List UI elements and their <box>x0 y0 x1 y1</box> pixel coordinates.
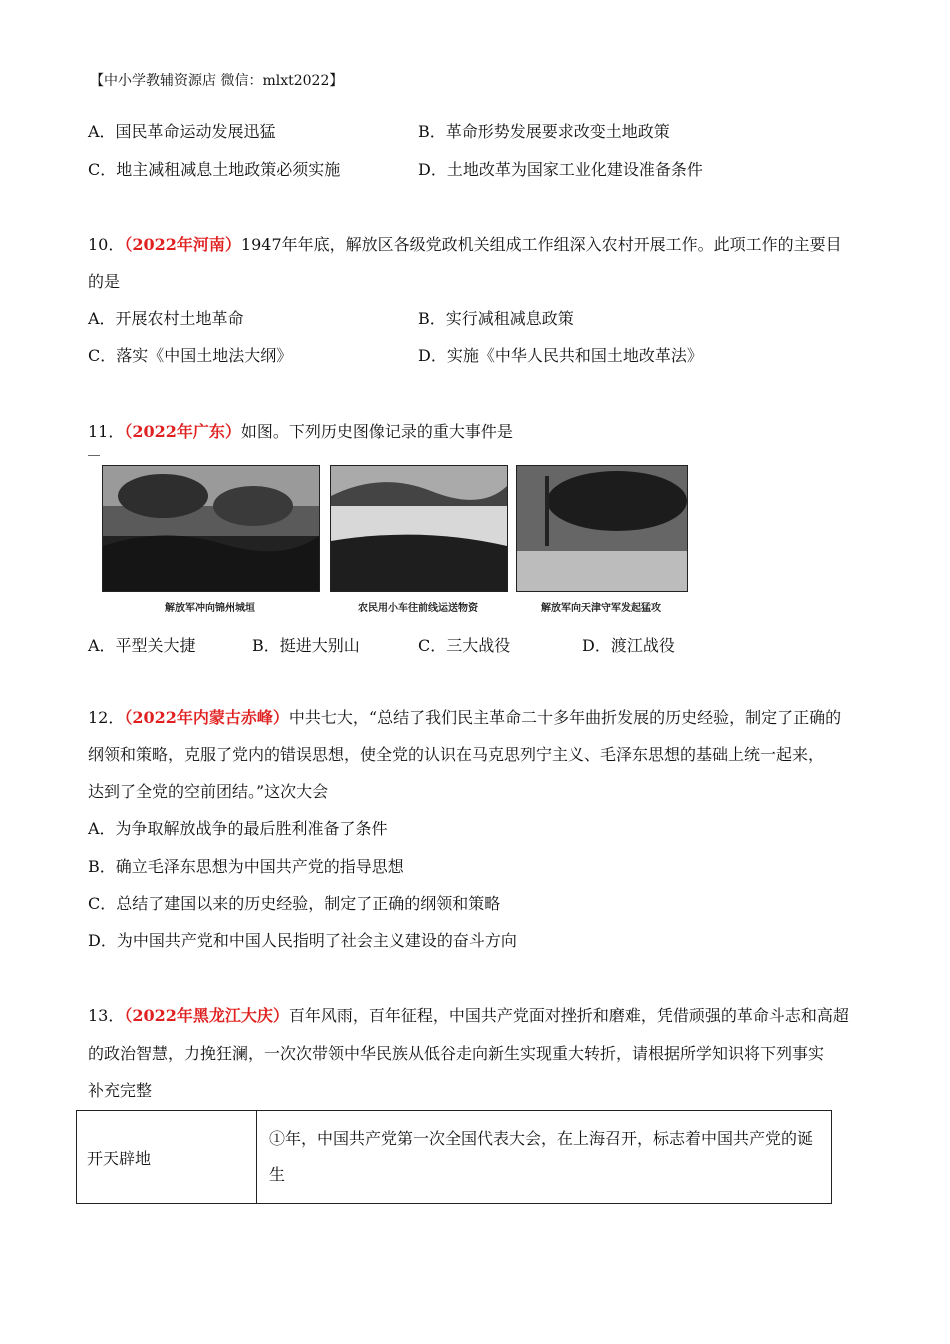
q13-table <box>76 1110 832 1204</box>
q10-text1: 1947年年底，解放区各级党政机关组成工作组深入农村开展工作。此项工作的主要目 <box>240 235 842 254</box>
photo-tianjin-attack <box>516 465 688 592</box>
q13-text1: 百年风雨，百年征程，中国共产党面对挫折和磨难，凭借顽强的革命斗志和高超 <box>288 1006 849 1025</box>
q13-source-tag: （2022年黑龙江大庆） <box>124 1006 289 1025</box>
q12-stem-line2: 纲领和策略，克服了党内的错误思想，使全党的认识在马克思列宁主义、毛泽东思想的基础上统一起来， <box>88 745 825 764</box>
q12-number: 12． <box>88 708 125 727</box>
photo-supply-carts <box>330 465 508 592</box>
q10-option-b: B．实行减租减息政策 <box>418 309 574 328</box>
q11-option-d: D．渡江战役 <box>582 636 675 655</box>
table-row-text: ①年，中国共产党第一次全国代表大会，在上海召开，标志着中国共产党的诞生 <box>257 1111 832 1204</box>
q12-text1: 中共七大，“总结了我们民主革命二十多年曲折发展的历史经验，制定了正确的 <box>288 708 842 727</box>
q11-stem <box>88 422 513 442</box>
q12-option-c: C．总结了建国以来的历史经验，制定了正确的纲领和策略 <box>88 894 501 913</box>
image-mark <box>88 455 100 456</box>
table-row-label: 开天辟地 <box>77 1111 257 1204</box>
q13-stem-line1 <box>88 1006 849 1026</box>
q12-option-d: D．为中国共产党和中国人民指明了社会主义建设的奋斗方向 <box>88 931 517 950</box>
q9-option-d: D．土地改革为国家工业化建设准备条件 <box>418 160 703 179</box>
page-header: 【中小学教辅资源店 微信：mlxt2022】 <box>90 73 344 89</box>
q11-option-a: A．平型关大捷 <box>88 636 196 655</box>
photo-caption-1: 解放军冲向锦州城垣 <box>165 603 255 614</box>
q10-stem-line1 <box>88 235 842 255</box>
q13-stem-line2: 的政治智慧，力挽狂澜，一次次带领中华民族从低谷走向新生实现重大转折，请根据所学知识将下列事实 <box>88 1044 825 1063</box>
q9-option-a: A．国民革命运动发展迅猛 <box>88 122 276 141</box>
q11-number: 11． <box>88 422 125 441</box>
q10-option-c: C．落实《中国土地法大纲》 <box>88 346 293 365</box>
q11-source-tag: （2022年广东） <box>124 422 241 441</box>
q12-option-b: B．确立毛泽东思想为中国共产党的指导思想 <box>88 857 404 876</box>
photo-caption-2: 农民用小车往前线运送物资 <box>358 603 478 614</box>
historical-photos <box>100 465 690 623</box>
photo-caption-3: 解放军向天津守军发起猛攻 <box>541 603 661 614</box>
q10-source-tag: （2022年河南） <box>124 235 241 254</box>
q10-number: 10． <box>88 235 125 254</box>
q10-option-a: A．开展农村土地革命 <box>88 309 244 328</box>
q12-source-tag: （2022年内蒙古赤峰） <box>124 708 289 727</box>
q11-text: 如图。下列历史图像记录的重大事件是 <box>240 422 513 441</box>
table-row <box>77 1111 832 1204</box>
q11-option-c: C．三大战役 <box>418 636 511 655</box>
q10-option-d: D．实施《中华人民共和国土地改革法》 <box>418 346 703 365</box>
q12-stem-line3: 达到了全党的空前团结。”这次大会 <box>88 782 329 801</box>
q9-option-b: B．革命形势发展要求改变土地政策 <box>418 122 670 141</box>
q12-option-a: A．为争取解放战争的最后胜利准备了条件 <box>88 819 388 838</box>
q10-stem-line2: 的是 <box>88 272 121 291</box>
q13-stem-line3: 补充完整 <box>88 1081 153 1100</box>
q13-number: 13． <box>88 1006 125 1025</box>
q9-option-c: C．地主减租减息土地政策必须实施 <box>88 160 341 179</box>
photo-jinzhou-assault <box>102 465 320 592</box>
q12-stem-line1 <box>88 708 841 728</box>
q11-option-b: B．挺进大别山 <box>252 636 360 655</box>
